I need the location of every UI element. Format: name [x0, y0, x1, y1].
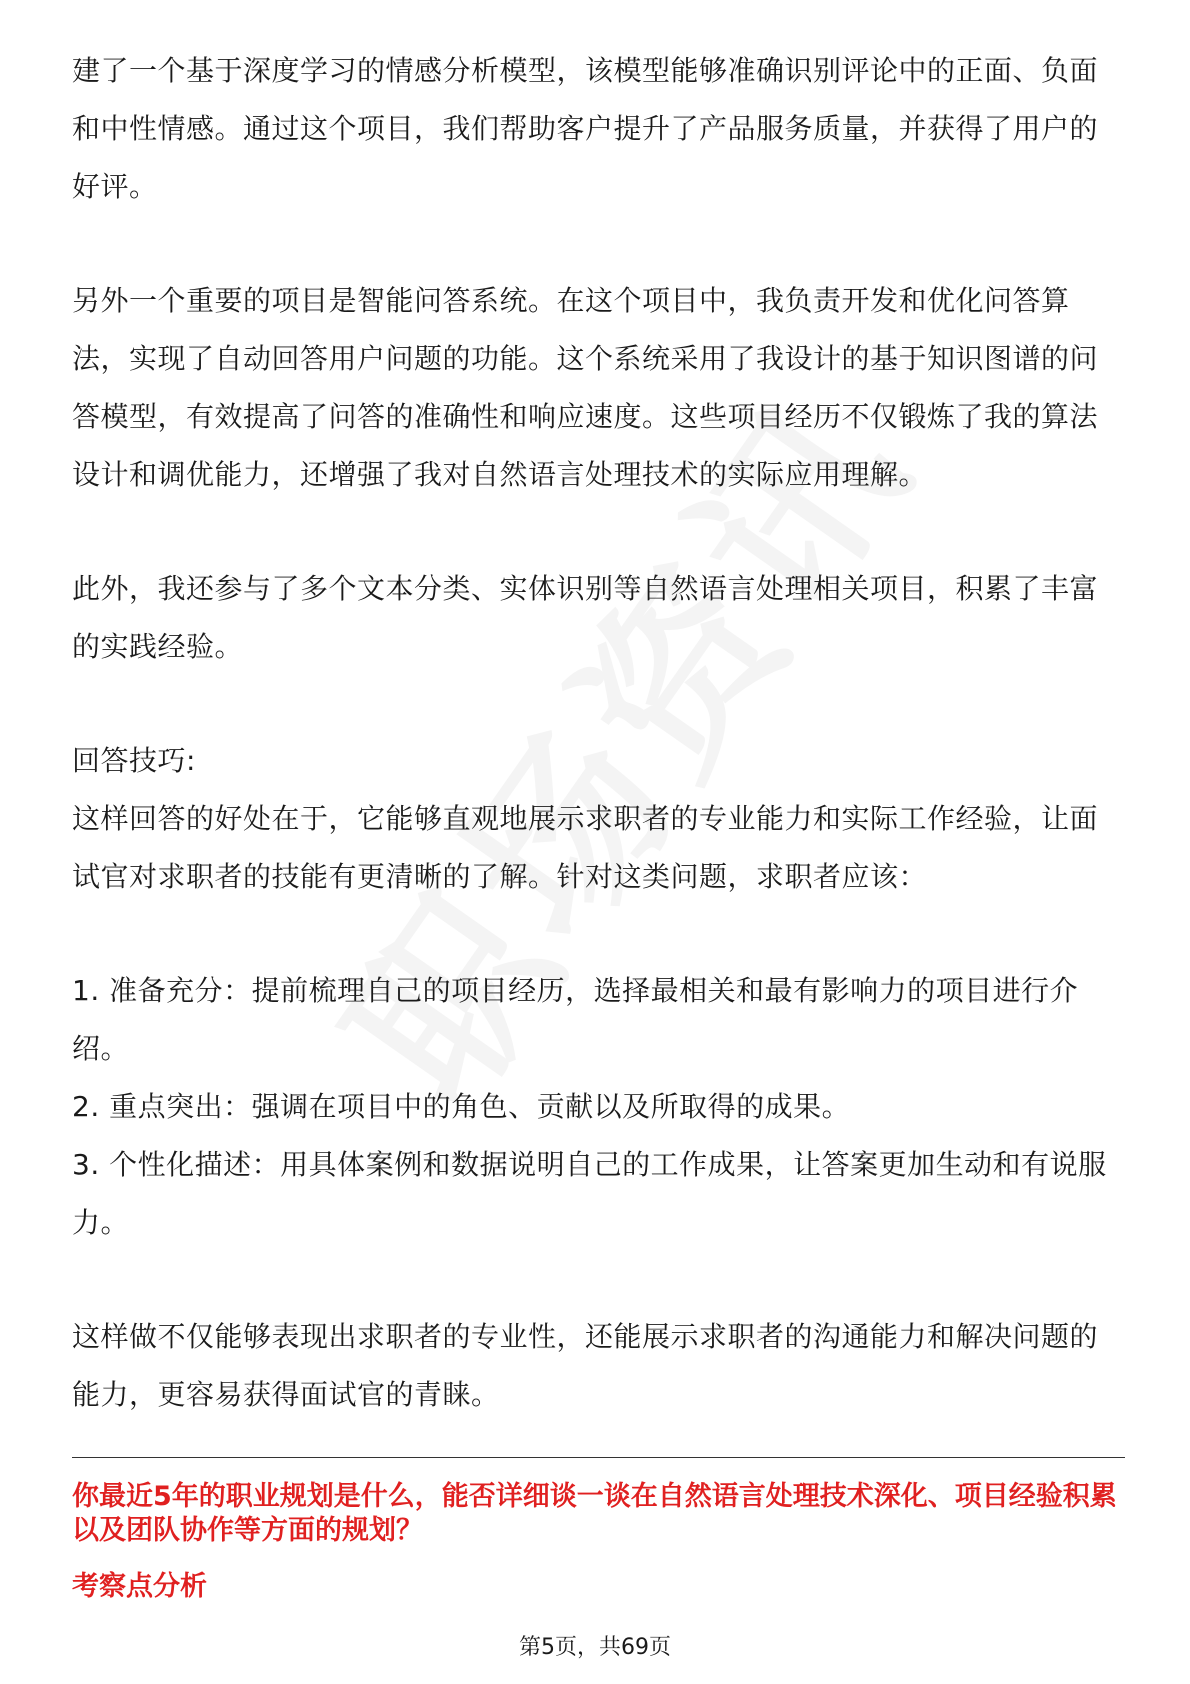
next-question-heading: 你最近5年的职业规划是什么，能否详细谈一谈在自然语言处理技术深化、项目经验积累以及团队协作等方面的规划？	[72, 1481, 1117, 1546]
tip-item-1: 1. 准备充分：提前梳理自己的项目经历，选择最相关和最有影响力的项目进行介绍。	[72, 974, 1079, 1065]
analysis-section-title: 考察点分析	[72, 1571, 207, 1602]
tips-intro: 这样回答的好处在于，它能够直观地展示求职者的专业能力和实际工作经验，让面试官对求职者的技能有更清晰的了解。针对这类问题，求职者应该：	[72, 802, 1099, 893]
tip-item-2: 2. 重点突出：强调在项目中的角色、贡献以及所取得的成果。	[72, 1090, 851, 1123]
tips-heading: 回答技巧:	[72, 744, 196, 777]
paragraph-qa-system: 另外一个重要的项目是智能问答系统。在这个项目中，我负责开发和优化问答算法，实现了自动回答用户问题的功能。这个系统采用了我设计的基于知识图谱的问答模型，有效提高了问答的准确性和响应速度。这些项目经历不仅锻炼了我的算法设计和调优能力，还增强了我对自然语言处理技术的实际应用理解。	[72, 284, 1099, 491]
tip-item-3: 3. 个性化描述：用具体案例和数据说明自己的工作成果，让答案更加生动和有说服力。	[72, 1148, 1107, 1239]
paragraph-sentiment-project: 建了一个基于深度学习的情感分析模型，该模型能够准确识别评论中的正面、负面和中性情感。通过这个项目，我们帮助客户提升了产品服务质量，并获得了用户的好评。	[72, 54, 1099, 203]
section-divider	[72, 1457, 1125, 1458]
answer-body	[72, 42, 1122, 1424]
page-number-footer: 第5页，共69页	[519, 1635, 671, 1660]
closing-paragraph: 这样做不仅能够表现出求职者的专业性，还能展示求职者的沟通能力和解决问题的能力，更容易获得面试官的青睐。	[72, 1320, 1099, 1411]
paragraph-other-projects: 此外，我还参与了多个文本分类、实体识别等自然语言处理相关项目，积累了丰富的实践经验。	[72, 572, 1099, 663]
